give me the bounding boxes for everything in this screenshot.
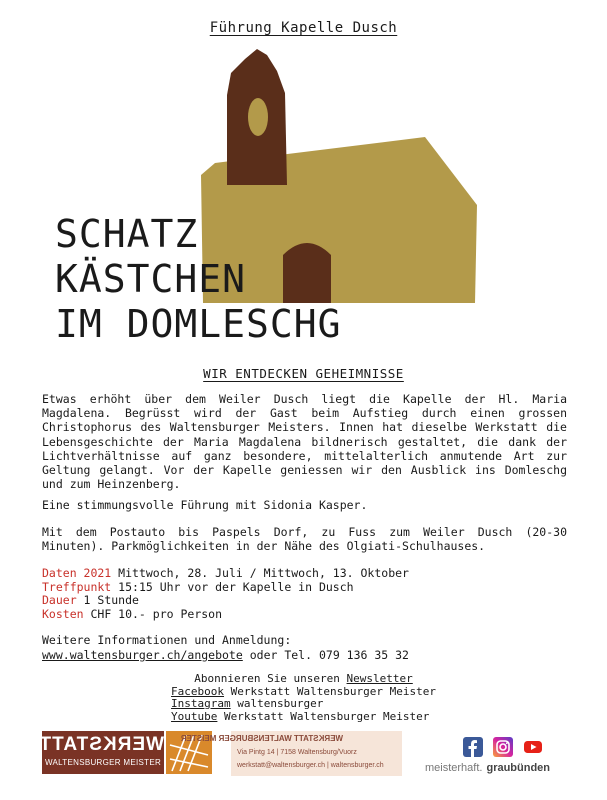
card-contact[interactable]: werkstatt@waltensburger.ch | waltensburger.ch [237, 762, 384, 769]
newsletter-prefix: Abonnieren Sie unseren [194, 672, 347, 685]
card-title: WERKSTATT WALTENSBURGER MEISTER [180, 734, 343, 743]
duration-label: Dauer [42, 593, 77, 608]
cost-label: Kosten [42, 606, 84, 621]
youtube-value: Werkstatt Waltensburger Meister [217, 709, 430, 723]
contact-card [180, 731, 402, 776]
phone-number[interactable]: 079 136 35 32 [318, 648, 409, 662]
cost-row [42, 608, 409, 622]
info-section [42, 633, 409, 663]
guide-paragraph: Eine stimmungsvolle Führung mit Sidonia Kasper. [42, 498, 368, 512]
newsletter-link[interactable]: Newsletter [346, 672, 413, 685]
meeting-label: Treffpunkt [42, 579, 112, 594]
youtube-link[interactable]: Youtube [171, 709, 218, 723]
logo-subline: WALTENSBURGER MEISTER [44, 758, 162, 767]
event-details [42, 567, 409, 621]
header-title: Führung Kapelle Dusch [209, 20, 398, 36]
meeting-row [42, 581, 409, 595]
brand-name: graubünden [486, 762, 551, 774]
facebook-icon[interactable] [463, 737, 483, 757]
headline-line-3: IM DOMLESCHG [55, 302, 342, 346]
info-line [42, 648, 409, 663]
headline-line-1: SCHATZ [55, 212, 199, 256]
werkstatt-logo [38, 731, 164, 774]
facebook-value: Werkstatt Waltensburger Meister [224, 684, 436, 698]
duration-row [42, 594, 409, 608]
card-address: Via Pintg 14 | 7158 Waltensburg/Vuorz [237, 749, 357, 756]
logo-wordmark: WERKSTATT [38, 734, 164, 755]
subtitle [0, 366, 607, 381]
dates-row [42, 567, 409, 581]
phone-prefix: oder Tel. [242, 648, 319, 662]
subtitle-text: WIR ENTDECKEN GEHEIMNISSE [203, 366, 404, 381]
info-intro: Weitere Informationen und Anmeldung: [42, 633, 292, 647]
headline-line-2: KÄSTCHEN [55, 257, 247, 301]
meeting-value: 15:15 Uhr vor der Kapelle in Dusch [111, 579, 354, 594]
instagram-link[interactable]: Instagram [171, 697, 231, 710]
youtube-icon[interactable] [523, 737, 543, 757]
description-paragraph: Etwas erhöht über dem Weiler Dusch liegt die Kapelle der Hl. Maria Magdalena. Begrüsst wird der Gast beim Aufstieg durch einen grossen Christophorus des Waltensburger Meisters. Innen hat dieselbe Werkstatt die Lebensgeschichte der Maria Magdalena bildnerisch gestaltet, die dank der Lichtverhältnisse auf ganz besondere, mittelalterlich anmutende Art zur Geltung gelangt. Vor der Kapelle geniessen wir den Ausblick ins Domleschg und zum Heinzenberg. [42, 392, 567, 492]
social-list [171, 686, 436, 724]
headline [55, 212, 342, 347]
youtube-line [171, 711, 436, 724]
cost-value: CHF 10.- pro Person [83, 606, 223, 621]
brand-tagline: meisterhaft. [425, 762, 483, 774]
dates-value: Mittwoch, 28. Juli / Mittwoch, 13. Oktober [111, 566, 409, 580]
dates-label: Daten 2021 [42, 566, 112, 580]
website-link[interactable]: www.waltensburger.ch/angebote [42, 648, 243, 662]
instagram-icon[interactable] [493, 737, 513, 757]
page-header [0, 20, 607, 36]
instagram-value: waltensburger [230, 697, 324, 710]
facebook-link[interactable]: Facebook [171, 684, 225, 698]
travel-paragraph: Mit dem Postauto bis Paspels Dorf, zu Fuss zum Weiler Dusch (20-30 Minuten). Parkmöglichkeiten in der Nähe des Olgiati-Schulhauses. [42, 525, 567, 554]
tower-window [248, 98, 268, 136]
graubuenden-brand [425, 762, 550, 774]
social-section [0, 673, 607, 723]
duration-value: 1 Stunde [76, 593, 139, 608]
